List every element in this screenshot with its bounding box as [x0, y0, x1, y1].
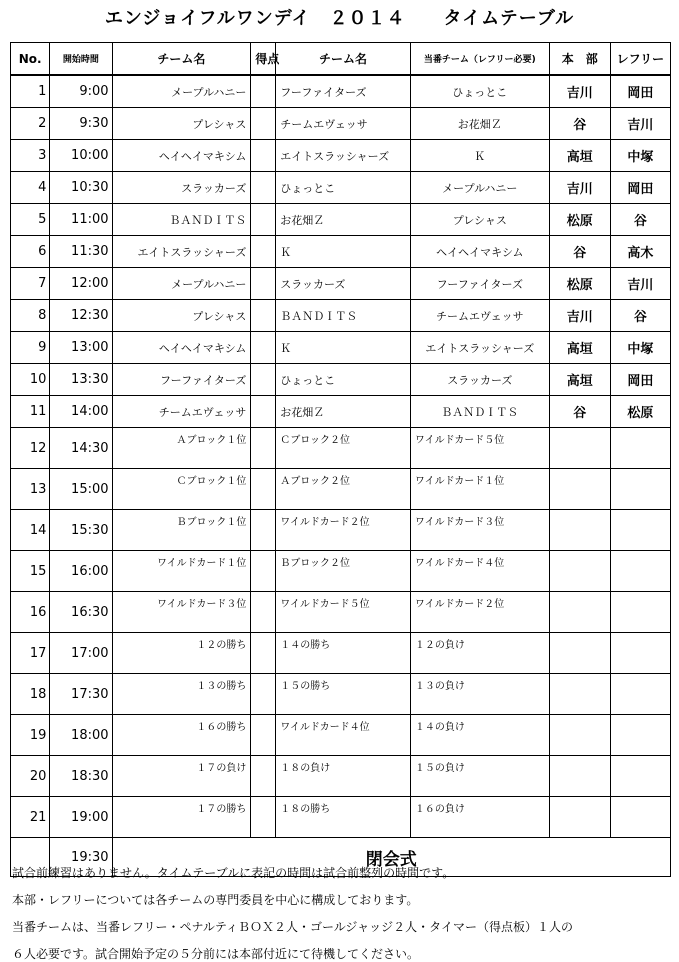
score-cell [251, 592, 276, 633]
referee: 岡田 [610, 364, 670, 396]
team2: スラッカーズ [276, 268, 411, 300]
match-no: 9 [11, 332, 50, 364]
start-time: 15:30 [50, 510, 112, 551]
score-cell [251, 172, 276, 204]
table-row [11, 332, 671, 364]
duty-team: メープルハニー [410, 172, 549, 204]
score-cell [251, 268, 276, 300]
hq-staff: 吉川 [549, 300, 610, 332]
score-cell [251, 715, 276, 756]
team2: フーファイターズ [276, 75, 411, 108]
team1: １７の勝ち [112, 797, 251, 838]
duty-team: プレシャス [410, 204, 549, 236]
referee: 中塚 [610, 332, 670, 364]
team1: スラッカーズ [112, 172, 251, 204]
table-row [11, 674, 671, 715]
team1: Ｂブロック１位 [112, 510, 251, 551]
match-no: 18 [11, 674, 50, 715]
match-no: 15 [11, 551, 50, 592]
table-row [11, 396, 671, 428]
match-no: 19 [11, 715, 50, 756]
hq-staff: 吉川 [549, 75, 610, 108]
team1: ワイルドカード３位 [112, 592, 251, 633]
team2: １５の勝ち [276, 674, 411, 715]
score-cell [251, 756, 276, 797]
duty-team: ワイルドカード１位 [410, 469, 549, 510]
referee [610, 510, 670, 551]
note-4: ６人必要です。試合開始予定の５分前には本部付近にて待機してください。 [12, 947, 420, 961]
team2: エイトスラッシャーズ [276, 140, 411, 172]
score-cell [251, 75, 276, 108]
referee: 中塚 [610, 140, 670, 172]
note-1: 試合前練習はありません。タイムテーブルに表記の時間は試合前整列の時間です。 [12, 866, 455, 880]
team1: プレシャス [112, 108, 251, 140]
header-referee: レフリー [610, 43, 670, 76]
score-cell [251, 332, 276, 364]
header-hq: 本 部 [549, 43, 610, 76]
score-cell [251, 797, 276, 838]
team1: メープルハニー [112, 75, 251, 108]
header-team2: チーム名 [276, 43, 411, 76]
team2: ひょっとこ [276, 172, 411, 204]
team1: エイトスラッシャーズ [112, 236, 251, 268]
table-row [11, 172, 671, 204]
score-cell [251, 140, 276, 172]
start-time: 11:30 [50, 236, 112, 268]
match-no: 16 [11, 592, 50, 633]
table-row [11, 108, 671, 140]
duty-team: １４の負け [410, 715, 549, 756]
start-time: 14:00 [50, 396, 112, 428]
team1: ヘイヘイマキシム [112, 332, 251, 364]
referee: 岡田 [610, 75, 670, 108]
hq-staff: 高垣 [549, 140, 610, 172]
referee [610, 715, 670, 756]
note-3: 当番チームは、当番レフリー・ペナルティＢＯＸ２人・ゴールジャッジ２人・タイマー（得点板）１人の [12, 920, 573, 934]
team1: プレシャス [112, 300, 251, 332]
start-time: 18:00 [50, 715, 112, 756]
duty-team: ひょっとこ [410, 75, 549, 108]
score-cell [251, 108, 276, 140]
page-title: エンジョイフルワンデイ ２０１４ タイムテーブル [104, 8, 575, 29]
start-time: 10:00 [50, 140, 112, 172]
note-2: 本部・レフリーについては各チームの専門委員を中心に構成しております。 [12, 893, 419, 907]
team2: Ｋ [276, 236, 411, 268]
duty-team: １２の負け [410, 633, 549, 674]
referee: 高木 [610, 236, 670, 268]
table-row [11, 236, 671, 268]
referee: 谷 [610, 300, 670, 332]
team2: ワイルドカード５位 [276, 592, 411, 633]
referee: 吉川 [610, 108, 670, 140]
table-row [11, 300, 671, 332]
header-row [11, 43, 671, 76]
team2: ひょっとこ [276, 364, 411, 396]
hq-staff: 松原 [549, 204, 610, 236]
score-cell [251, 674, 276, 715]
match-no: 7 [11, 268, 50, 300]
team1: １７の負け [112, 756, 251, 797]
team1: ヘイヘイマキシム [112, 140, 251, 172]
hq-staff [549, 756, 610, 797]
match-no: 8 [11, 300, 50, 332]
match-no: 1 [11, 75, 50, 108]
match-no: 5 [11, 204, 50, 236]
team2: Ａブロック２位 [276, 469, 411, 510]
table-row [11, 797, 671, 838]
hq-staff [549, 715, 610, 756]
team2: お花畑Ｚ [276, 396, 411, 428]
hq-staff [549, 633, 610, 674]
start-time: 18:30 [50, 756, 112, 797]
team2: ワイルドカード４位 [276, 715, 411, 756]
referee: 吉川 [610, 268, 670, 300]
team1: ワイルドカード１位 [112, 551, 251, 592]
duty-team: フーファイターズ [410, 268, 549, 300]
match-no: 13 [11, 469, 50, 510]
start-time: 9:30 [50, 108, 112, 140]
header-no: No. [11, 43, 50, 76]
table-row [11, 75, 671, 108]
duty-team: お花畑Ｚ [410, 108, 549, 140]
team2: １８の勝ち [276, 797, 411, 838]
referee [610, 592, 670, 633]
duty-team: スラッカーズ [410, 364, 549, 396]
score-cell [251, 469, 276, 510]
timetable [10, 42, 671, 877]
match-no: 4 [11, 172, 50, 204]
team1: １６の勝ち [112, 715, 251, 756]
team1: １３の勝ち [112, 674, 251, 715]
team2: チームエヴェッサ [276, 108, 411, 140]
duty-team: ワイルドカード５位 [410, 428, 549, 469]
referee [610, 633, 670, 674]
header-start-time: 開始時間 [50, 43, 112, 76]
team1: フーファイターズ [112, 364, 251, 396]
score-cell [251, 633, 276, 674]
team2: １４の勝ち [276, 633, 411, 674]
table-row [11, 715, 671, 756]
match-no: 14 [11, 510, 50, 551]
score-cell [251, 204, 276, 236]
duty-team: チームエヴェッサ [410, 300, 549, 332]
hq-staff [549, 551, 610, 592]
match-no: 17 [11, 633, 50, 674]
duty-team: １３の負け [410, 674, 549, 715]
table-row [11, 469, 671, 510]
header-score: 得点 [251, 43, 276, 76]
hq-staff: 谷 [549, 396, 610, 428]
team2: Ｂブロック２位 [276, 551, 411, 592]
start-time: 14:30 [50, 428, 112, 469]
referee [610, 428, 670, 469]
score-cell [251, 551, 276, 592]
score-cell [251, 396, 276, 428]
match-no: 20 [11, 756, 50, 797]
start-time: 16:30 [50, 592, 112, 633]
match-no: 2 [11, 108, 50, 140]
header-team1: チーム名 [112, 43, 251, 76]
match-no: 10 [11, 364, 50, 396]
duty-team: １５の負け [410, 756, 549, 797]
score-cell [251, 236, 276, 268]
team2: Ｋ [276, 332, 411, 364]
score-cell [251, 364, 276, 396]
start-time: 17:00 [50, 633, 112, 674]
referee [610, 674, 670, 715]
team2: Ｃブロック２位 [276, 428, 411, 469]
duty-team: エイトスラッシャーズ [410, 332, 549, 364]
table-row [11, 268, 671, 300]
duty-team: ＢＡＮＤＩＴＳ [410, 396, 549, 428]
referee: 岡田 [610, 172, 670, 204]
match-no: 21 [11, 797, 50, 838]
duty-team: １６の負け [410, 797, 549, 838]
closing-ceremony: 閉会式 [112, 838, 670, 877]
hq-staff: 高垣 [549, 332, 610, 364]
score-cell [251, 300, 276, 332]
score-cell [251, 428, 276, 469]
table-row [11, 140, 671, 172]
start-time: 13:00 [50, 332, 112, 364]
hq-staff [549, 797, 610, 838]
team1: Ａブロック１位 [112, 428, 251, 469]
hq-staff [549, 592, 610, 633]
table-row [11, 510, 671, 551]
table-row [11, 592, 671, 633]
start-time: 15:00 [50, 469, 112, 510]
start-time: 13:30 [50, 364, 112, 396]
duty-team: ヘイヘイマキシム [410, 236, 549, 268]
table-row [11, 633, 671, 674]
referee [610, 756, 670, 797]
team2: ＢＡＮＤＩＴＳ [276, 300, 411, 332]
start-time: 16:00 [50, 551, 112, 592]
hq-staff: 谷 [549, 108, 610, 140]
start-time: 12:30 [50, 300, 112, 332]
team2: お花畑Ｚ [276, 204, 411, 236]
hq-staff [549, 510, 610, 551]
match-no: 6 [11, 236, 50, 268]
referee: 谷 [610, 204, 670, 236]
header-duty-team: 当番チーム（レフリー必要) [410, 43, 549, 76]
team2: ワイルドカード２位 [276, 510, 411, 551]
table-row [11, 428, 671, 469]
start-time: 17:30 [50, 674, 112, 715]
referee [610, 469, 670, 510]
duty-team: ワイルドカード３位 [410, 510, 549, 551]
hq-staff: 谷 [549, 236, 610, 268]
team2: １８の負け [276, 756, 411, 797]
referee: 松原 [610, 396, 670, 428]
hq-staff [549, 674, 610, 715]
table-row [11, 204, 671, 236]
start-time: 9:00 [50, 75, 112, 108]
duty-team: ワイルドカード４位 [410, 551, 549, 592]
match-no: 3 [11, 140, 50, 172]
team1: ＢＡＮＤＩＴＳ [112, 204, 251, 236]
referee [610, 797, 670, 838]
hq-staff: 高垣 [549, 364, 610, 396]
table-row [11, 364, 671, 396]
hq-staff [549, 469, 610, 510]
start-time: 12:00 [50, 268, 112, 300]
start-time: 10:30 [50, 172, 112, 204]
start-time: 11:00 [50, 204, 112, 236]
table-row [11, 551, 671, 592]
hq-staff [549, 428, 610, 469]
match-no: 11 [11, 396, 50, 428]
duty-team: Ｋ [410, 140, 549, 172]
closing-time: 19:30 [50, 838, 112, 877]
team1: Ｃブロック１位 [112, 469, 251, 510]
table-row [11, 756, 671, 797]
hq-staff: 吉川 [549, 172, 610, 204]
score-cell [251, 510, 276, 551]
duty-team: ワイルドカード２位 [410, 592, 549, 633]
match-no: 12 [11, 428, 50, 469]
referee [610, 551, 670, 592]
team1: メープルハニー [112, 268, 251, 300]
start-time: 19:00 [50, 797, 112, 838]
team1: １２の勝ち [112, 633, 251, 674]
hq-staff: 松原 [549, 268, 610, 300]
team1: チームエヴェッサ [112, 396, 251, 428]
